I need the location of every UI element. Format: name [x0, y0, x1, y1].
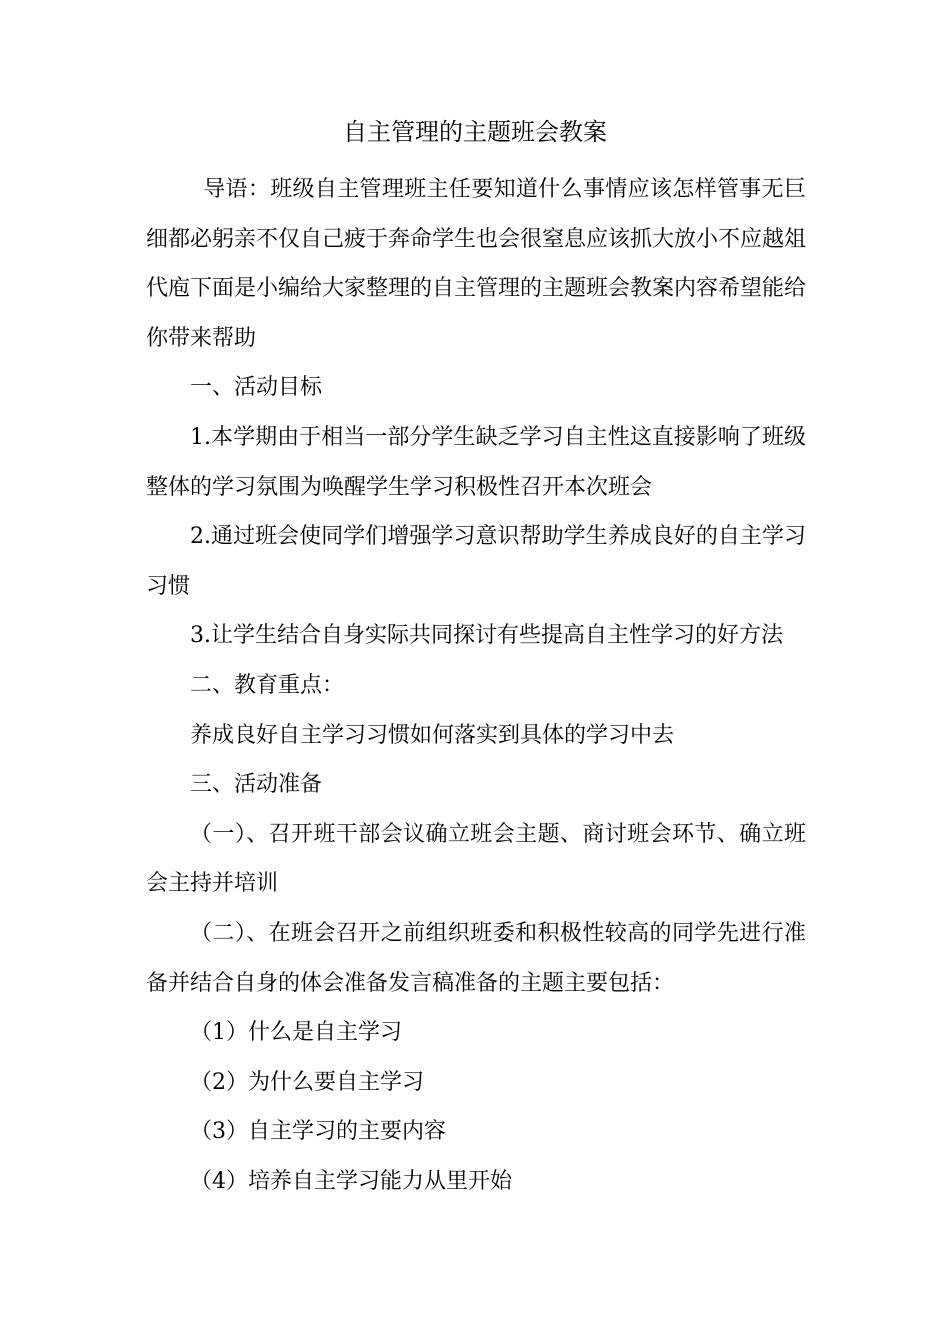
topic-item-1: （1）什么是自主学习 — [190, 1020, 402, 1046]
preparation-item-2: （二）、在班会召开之前组织班委和积极性较高的同学先进行准备并结合自身的体会准备发言稿准备的主题主要包括： — [146, 920, 806, 996]
objective-item-1: 1.本学期由于相当一部分学生缺乏学习自主性这直接影响了班级整体的学习氛围为唤醒学生学习积极性召开本次班会 — [146, 424, 806, 500]
section-heading-objectives: 一、活动目标 — [190, 375, 323, 401]
focus-text: 养成良好自主学习习惯如何落实到具体的学习中去 — [190, 722, 675, 748]
topic-item-4: （4）培养自主学习能力从里开始 — [190, 1168, 512, 1194]
document-title: 自主管理的主题班会教案 — [343, 118, 607, 146]
topic-item-2: （2）为什么要自主学习 — [190, 1069, 424, 1095]
section-heading-preparation: 三、活动准备 — [190, 772, 323, 798]
intro-paragraph: 导语：班级自主管理班主任要知道什么事情应该怎样管事无巨细都必躬亲不仅自己疲于奔命学生也会很窒息应该抓大放小不应越俎代庖下面是小编给大家整理的自主管理的主题班会教案内容希望能给你带来帮助 — [146, 177, 807, 351]
preparation-item-1: （一）、召开班干部会议确立班会主题、商讨班会环节、确立班会主持并培训 — [146, 821, 806, 897]
objective-item-3: 3.让学生结合自身实际共同探讨有些提高自主性学习的好方法 — [190, 623, 783, 649]
objective-item-2: 2.通过班会使同学们增强学习意识帮助学生养成良好的自主学习习惯 — [146, 524, 806, 599]
document-body — [146, 165, 806, 1206]
topic-item-3: （3）自主学习的主要内容 — [190, 1119, 446, 1145]
section-heading-focus: 二、教育重点： — [190, 672, 345, 698]
